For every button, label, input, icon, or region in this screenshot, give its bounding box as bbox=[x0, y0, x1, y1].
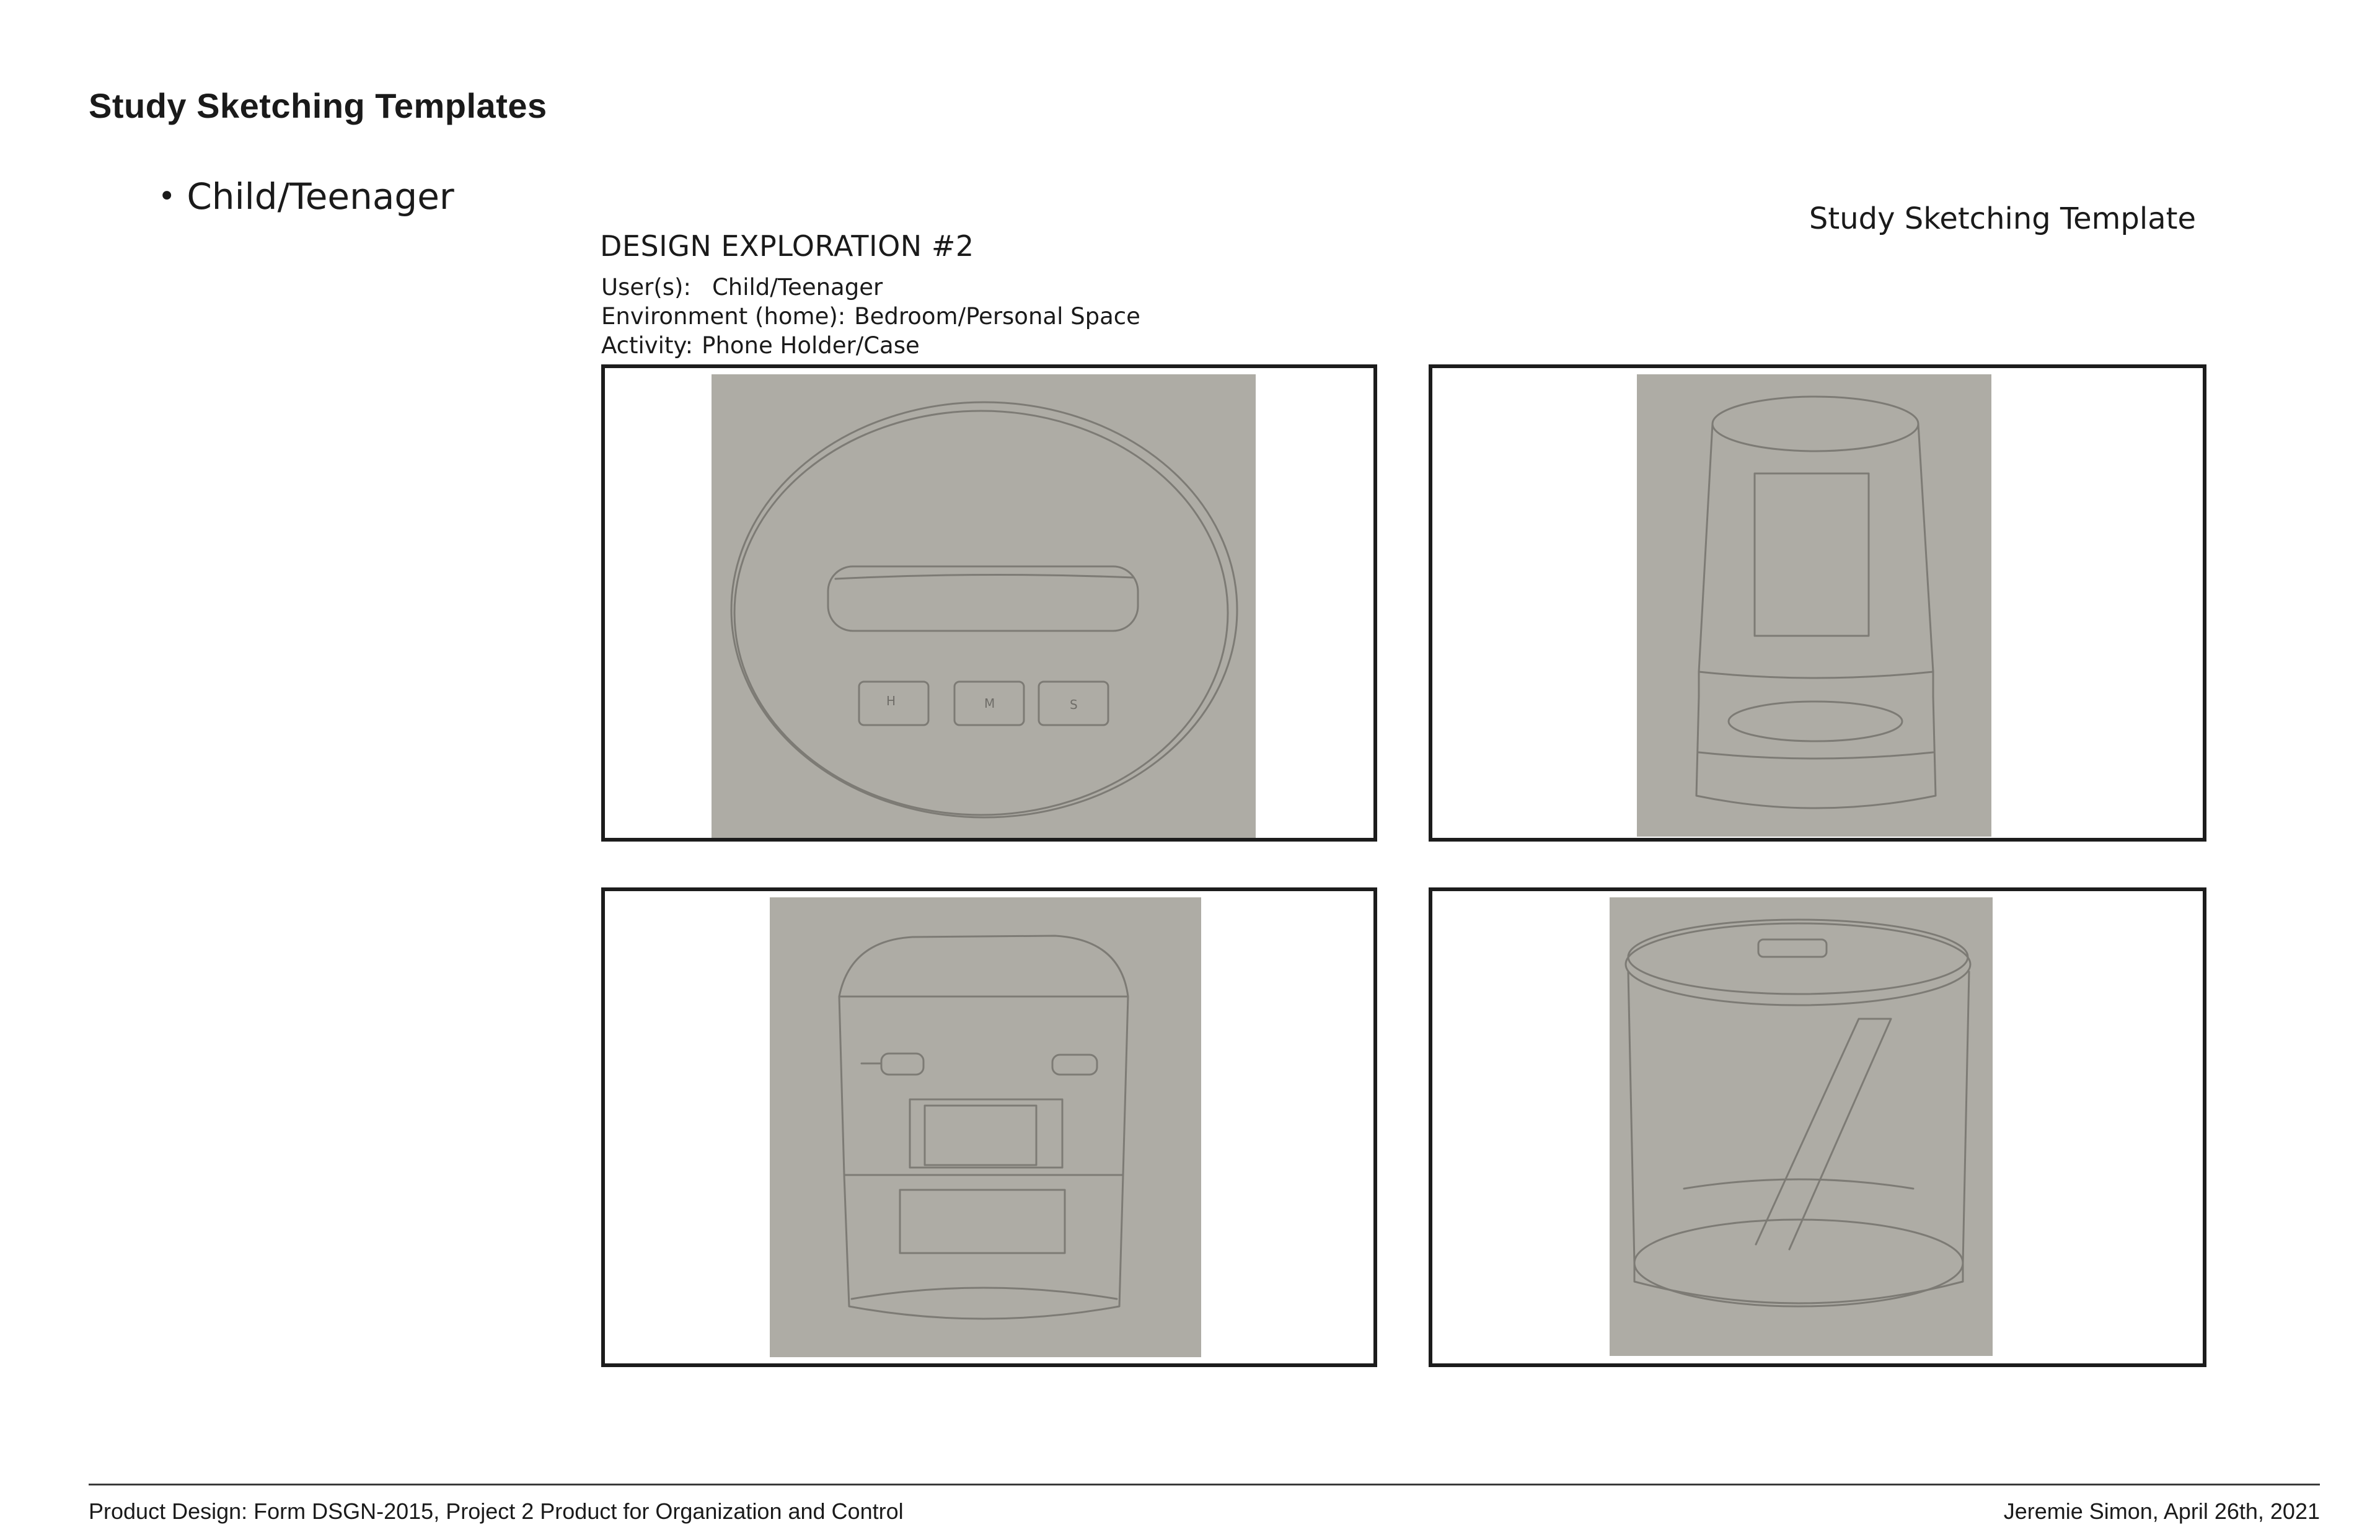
round-clock-drawing bbox=[712, 374, 1256, 838]
cylinder-holder-drawing bbox=[1637, 374, 1991, 837]
environment-row bbox=[601, 302, 1140, 331]
exploration-meta bbox=[601, 273, 1140, 360]
clock-button-m: M bbox=[984, 696, 995, 711]
sketch-image-round-clock bbox=[712, 374, 1256, 838]
activity-label: Activity: bbox=[601, 332, 694, 359]
bullet-icon: • bbox=[158, 179, 176, 214]
exploration-title: DESIGN EXPLORATION #2 bbox=[600, 229, 974, 263]
box-face-drawing bbox=[770, 897, 1201, 1357]
sketch-panel-2 bbox=[1429, 364, 2206, 842]
activity-row bbox=[601, 331, 1140, 360]
environment-value: Bedroom/Personal Space bbox=[854, 303, 1140, 330]
sketch-image-cylinder-slot bbox=[1610, 897, 1993, 1356]
users-value: Child/Teenager bbox=[712, 274, 883, 301]
users-row bbox=[601, 273, 1140, 302]
sketch-panel-1 bbox=[601, 364, 1377, 842]
sketch-panel-3 bbox=[601, 887, 1377, 1367]
footer-course: Product Design: Form DSGN-2015, Project 2 Product for Organization and Control bbox=[89, 1498, 904, 1524]
sketch-image-cylinder-holder bbox=[1637, 374, 1991, 837]
cylinder-slot-drawing bbox=[1610, 897, 1993, 1356]
footer-divider bbox=[89, 1484, 2320, 1485]
clock-button-h: H bbox=[886, 693, 896, 708]
sketch-image-box-face bbox=[770, 897, 1201, 1357]
sketch-panel-4 bbox=[1429, 887, 2206, 1367]
environment-label: Environment (home): bbox=[601, 303, 846, 330]
activity-value: Phone Holder/Case bbox=[702, 332, 920, 359]
users-label: User(s): bbox=[601, 274, 691, 301]
clock-button-s: S bbox=[1070, 697, 1078, 712]
template-title: Study Sketching Template bbox=[1809, 201, 2196, 236]
footer-author-date: Jeremie Simon, April 26th, 2021 bbox=[2003, 1498, 2320, 1524]
bullet-label: Child/Teenager bbox=[187, 175, 454, 218]
page-title: Study Sketching Templates bbox=[89, 86, 547, 125]
bullet-item-user bbox=[158, 175, 454, 218]
